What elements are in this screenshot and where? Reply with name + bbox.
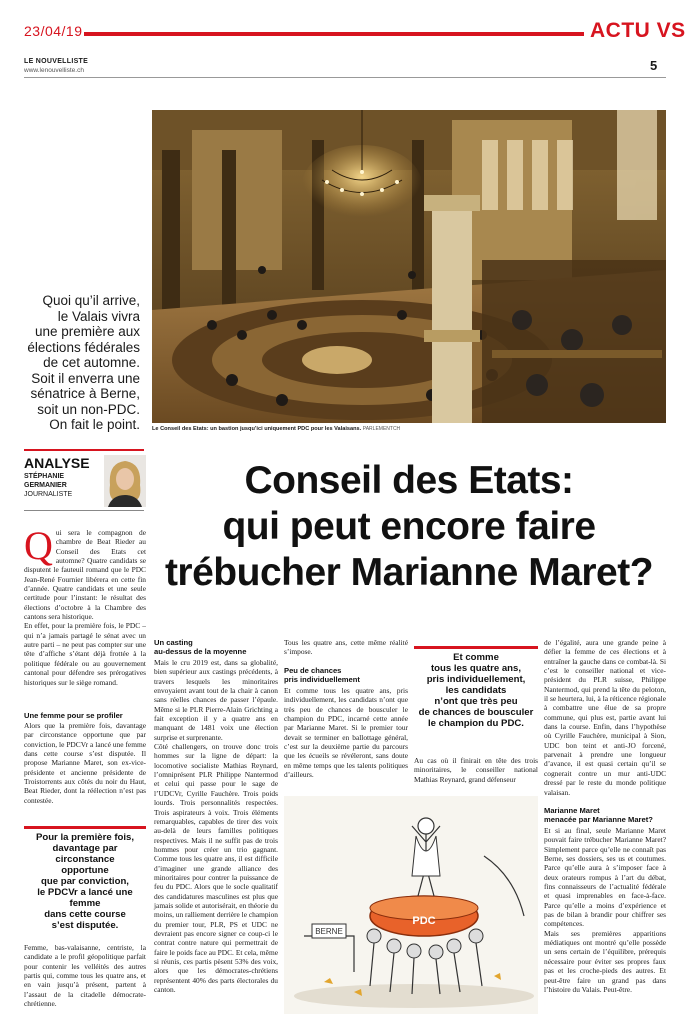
pullquote-line: n’ont que très peu: [434, 696, 518, 707]
subhead-line: Peu de chances: [284, 666, 342, 675]
pullquote-line: de chances de bousculer: [418, 707, 534, 718]
author-avatar: [104, 455, 146, 507]
caption-credit: PARLEMENTCH: [362, 426, 401, 432]
headline-line: Conseil des Etats:: [244, 459, 574, 502]
intro-line: une première aux: [34, 324, 140, 339]
pullquote-line: Pour la première fois,: [35, 832, 135, 843]
intro-line: sénatrice à Berne,: [30, 386, 140, 401]
paragraph: Et comme tous les quatre ans, pris individuellement, les candidats n’ont que très peu de chances de bousculer le champion du PDC, incarné cette année par Marianne Maret. Si le premier tour devait se terminer en ballottage général, c’est sur la deuxième partie du parcours que les écueils se révéleront, sans doute en même temps que les talents politiques d’ailleurs.: [284, 686, 408, 780]
section-label: ACTU VS: [590, 19, 686, 42]
column-3-top: [284, 638, 408, 657]
pullquote: [414, 652, 538, 729]
subhead-line: pris individuellement: [284, 675, 360, 684]
subhead: [284, 666, 408, 684]
cartoon-illustration: [284, 796, 538, 1014]
intro-line: le Valais vivra: [57, 308, 140, 324]
column-4-bottom: [544, 826, 666, 994]
column-1-mid: [24, 721, 146, 805]
cartoon-label-berne: BERNE: [315, 927, 343, 936]
analysis-label: ANALYSE: [24, 455, 90, 471]
intro-line: élections fédérales: [27, 339, 140, 355]
subhead: Une femme pour se profiler: [24, 711, 123, 720]
pullquote-line: tous les quatre ans,: [430, 663, 522, 674]
intro-line: de cet automne.: [43, 355, 140, 370]
paragraph: Côté challengers, on trouve donc trois hommes sur la ligne de départ: la locomotive socialiste Mathias Reynard, l’omniprésent PLR Philippe Nantermod et celui qui passe pour le sage de l’UDCVr, Cyrille Fauchère. Trois poids lourds. Trois personnalités respectées. Trois aspirateurs à voix. Trois éléments remarquables, capables de tirer des voix au-delà de leurs familles politiques respectives. Mais il ne suffit pas de trois hommes pour créer un trio gagnant. Comme tous les quatre ans, il est difficile d’imaginer une grande alliance des minoritaires pour contrer la puissance de feu du PDC. Alors que le socle qualitatif des candidatures masculines est plus que jamais solide et autorisérait, en théorie du moins, un ralliement derrière le champion du premier tour, PLR, PS et UDC ne devraient pas encore signer ce coup-ci le contrat contre nature qui permettrait de faire le poids face au PDC. Et cela, même si réunis, ces partis pèsent 53% des voix, alors que les démocrates-chrétiens représentent 40% des parts électorales du canton.: [154, 742, 278, 995]
subhead-line: au-dessus de la moyenne: [154, 647, 247, 656]
paragraph: Au cas où il finirait en tête des trois minoritaires, le conseiller national Mathias Reynard, grand défenseur: [414, 756, 538, 784]
subhead: [154, 638, 278, 656]
paragraph: de l’égalité, aura une grande peine à défier la femme de ces élections et à entraîner la gauche dans ce combat-là. Si c’est le conseiller national et vice-président du PLR suisse, Philippe Nantermod, qui prend la tête du peloton, il se heurtera, lui, à la réticence régionale à combattre une élue de sa propre commune, qui plus est, partie avant lui dans la course. Enfin, dans l’hypothèse où Cyrille Fauchère, municipal à Sion, UDC bon teint et anti-JO forcené, parvenait à prendre une longueur d’avance, il est quasi certain qu’il se cognerait contre un mur anti-UDC dressé par le reste du monde politique valaisan.: [544, 638, 666, 797]
subhead-line: menacée par Marianne Maret?: [544, 815, 653, 824]
website: www.lenouvelliste.ch: [24, 67, 84, 74]
subhead-line: Marianne Maret: [544, 806, 600, 815]
paragraph: ui sera le compagnon de chambre de Beat Rieder au Conseil des Etats cet automne? Quatre candidats se disputent le fauteuil romand que le PDC Jean-René Fournier libérera en cette fin d’année. Quatre candidats et une seule certitude pour l’instant: le résultat des élections d’octobre à la Chambre des cantons sera historique.: [24, 528, 146, 622]
pullquote-line: que par conviction,: [41, 876, 129, 887]
pullquote-line: Et comme: [453, 652, 499, 663]
subhead: [544, 806, 666, 824]
headline: [152, 458, 666, 596]
paragraph: Et si au final, seule Marianne Maret pouvait faire trébucher Marianne Maret? Simplement parce qu’elle ne connaît pas Berne, ses dossiers, ses us et coutumes. Parce qu’elle aura à s’imposer face à deux orateurs rompus à l’art du débat, fins connaisseurs de l’actualité fédérale et quasi imprenables en face-à-face. Parce qu’elle a moins d’expérience et pas de bilan à brandir pour chiffrer ses compétences.: [544, 826, 666, 929]
paragraph: Femme, bas-valaisanne, centriste, la candidate a le profil géopolitique parfait pour contenir les velléités des autres partis qui, comme tous les quatre ans, et en vain jusqu’à présent, partent à l’assaut de la citadelle démocrate-chrétienne.: [24, 943, 146, 1009]
column-2: [154, 658, 278, 994]
pullquote-rule: [414, 646, 538, 649]
parliament-photo: [152, 110, 666, 423]
pullquote-line: s’est disputée.: [51, 920, 119, 931]
author-role: JOURNALISTE: [24, 491, 73, 498]
author-first: STÉPHANIE: [24, 473, 65, 480]
pullquote-line: opportune: [61, 865, 109, 876]
photo-caption: [152, 426, 666, 433]
intro-line: Soit il enverra une: [31, 370, 140, 386]
header-rule: [84, 32, 584, 36]
analysis-rule: [24, 449, 144, 451]
pullquote-line: dans cette course: [44, 909, 126, 920]
issue-date: 23/04/19: [24, 23, 83, 39]
paragraph: Alors que la première fois, davantage par circonstance opportune que par conviction, le PDCVr a lancé une femme dans cette course s’est disputée. Il propose Marianne Maret, son ex-vice-présidente et ancienne présidente de Troistorrents aux côtés du noir du Haut, Beat Rieder, dont la réélection n’est pas contestée.: [24, 721, 146, 805]
intro-line: soit un non-PDC.: [37, 401, 140, 417]
column-1-top: [24, 523, 146, 687]
drop-cap: Q: [24, 523, 53, 568]
paragraph: Tous les quatre ans, cette même réalité s’impose.: [284, 638, 408, 657]
paragraph: Mais ses premières apparitions médiatiques ont montré qu’elle possède un sens certain de l’équilibre, prérequis nécessaire pour éviter ses propres faux pas et les croche-pieds des autres. Et peut-être faire un grand pas dans l’histoire du Valais. Peut-être.: [544, 928, 666, 994]
caption-text: Le Conseil des Etats: un bastion jusqu’ici uniquement PDC pour les Valaisans.: [152, 426, 362, 432]
pullquote-line: pris individuellement,: [426, 674, 526, 685]
intro-line: Quoi qu’il arrive,: [42, 293, 140, 308]
publication-name: LE NOUVELLISTE: [24, 58, 89, 65]
author-last: GERMANIER: [24, 482, 67, 489]
headline-line: trébucher Marianne Maret?: [164, 551, 654, 594]
column-1-bottom: [24, 943, 146, 1008]
intro-lead: [24, 293, 140, 433]
column-4-top: [544, 638, 666, 797]
pullquote-line: le champion du PDC.: [428, 718, 524, 729]
page-number: 5: [650, 58, 658, 73]
column-3-mid: [284, 686, 408, 779]
pullquote-line: les candidats: [445, 685, 507, 696]
headline-line: qui peut encore faire: [222, 505, 596, 548]
paragraph: Mais le cru 2019 est, dans sa globalité, bien supérieur aux castings précédents, à travers lesquels les minoritaires envoyaient avant tout de la chair à canon sans réelles chances de passer l’épaule. Même si le PLR Pierre-Alain Grichting a fait exception il y a quatre ans en manquant de 1481 voix une élection surprise et surprenante.: [154, 658, 278, 742]
column-3-bottom: [414, 756, 538, 784]
header-divider: [24, 77, 666, 78]
pullquote-rule: [24, 826, 146, 829]
pullquote: [24, 832, 146, 931]
cartoon-label-pdc: PDC: [412, 915, 436, 927]
pullquote-line: le PDCVr a lancé une femme: [37, 887, 133, 909]
pullquote-line: davantage par circonstance: [52, 843, 118, 865]
paragraph: En effet, pour la première fois, le PDC – qui n’a jamais partagé le sénat avec un autre parti – ne peut pas compter sur une tête d’affiche s’étant déjà frottée à la politique fédérale ou au gouvernement cantonal pour défendre ses prérogatives historiques sur le siège romand.: [24, 621, 146, 687]
analysis-divider: [24, 510, 144, 511]
intro-line: On fait le point.: [49, 417, 140, 432]
subhead-line: Un casting: [154, 638, 193, 647]
